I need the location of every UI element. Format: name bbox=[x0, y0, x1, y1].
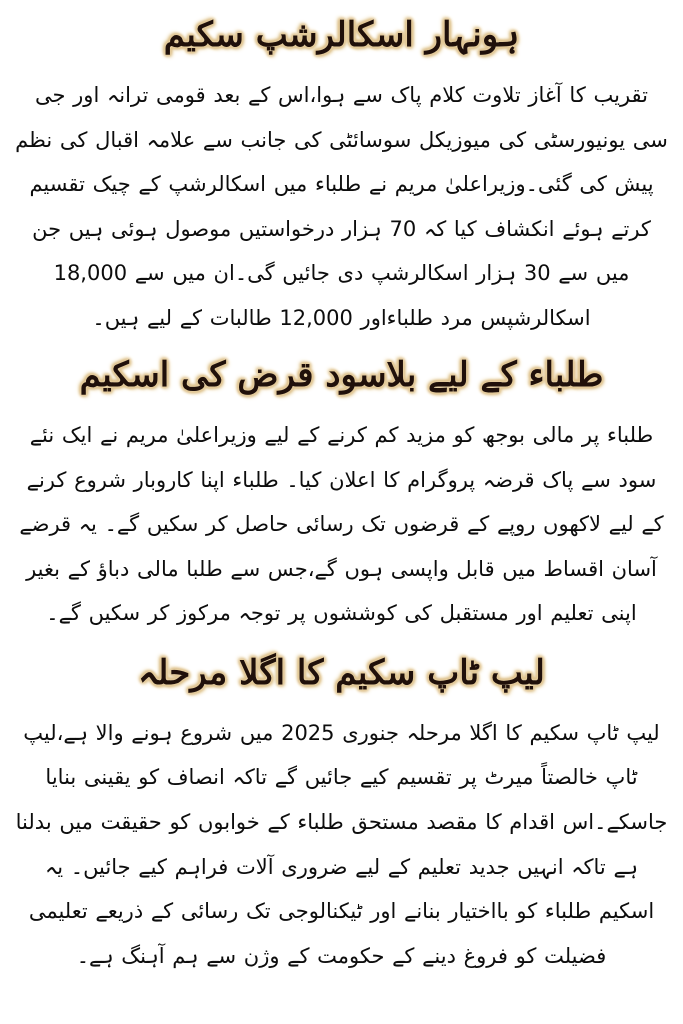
section-paragraph-laptop-scheme: لیپ ٹاپ سکیم کا اگلا مرحلہ جنوری 2025 میں شروع ہونے والا ہے،لیپ ٹاپ خالصتاً میرٹ پر تقسیم کیے جائیں گے تاکہ انصاف کو یقینی بنایا جاسکے۔اس اقدام کا مقصد مستحق طلباء کے خوابوں کو حقیقت میں بدلنا ہے تاکہ انہیں جدید تعلیم کے لیے ضروری آلات فراہم کیے جائیں۔ یہ اسکیم طلباء کو بااختیار بنانے اور ٹیکنالوجی تک رسائی کے ذریعے تعلیمی فضیلت کو فروغ دینے کے حکومت کے وژن سے ہم آہنگ ہے۔ bbox=[15, 720, 668, 968]
section-title-laptop-scheme: لیپ ٹاپ سکیم کا اگلا مرحلہ bbox=[138, 652, 545, 693]
section-paragraph-interest-free-loan: طلباء پر مالی بوجھ کو مزید کم کرنے کے لیے وزیراعلیٰ مریم نے ایک نئے سود سے پاک قرضہ پروگرام کا اعلان کیا۔ طلباء اپنا کاروبار شروع کرنے کے لیے لاکھوں روپے کے قرضوں تک رسائی حاصل کر سکیں گے۔ یہ قرضے آسان اقساط میں قابل واپسی ہوں گے،جس سے طلبا مالی دباؤ کے بغیر اپنی تعلیم اور مستقبل کی کوششوں پر توجہ مرکوز کر سکیں گے۔ bbox=[19, 423, 664, 626]
section-title-interest-free-loan: طلباء کے لیے بلاسود قرض کی اسکیم bbox=[79, 355, 604, 396]
section-laptop-scheme bbox=[14, 642, 669, 978]
section-honhaar-scholarship bbox=[14, 8, 669, 340]
section-interest-free-loan bbox=[14, 346, 669, 636]
section-paragraph-honhaar-scholarship: تقریب کا آغاز تلاوت کلام پاک سے ہوا،اس کے بعد قومی ترانہ اور جی سی یونیورسٹی کی میوزیکل سوسائٹی کی جانب سے علامہ اقبال کی نظم پیش کی گئی۔وزیراعلیٰ مریم نے طلباء میں اسکالرشپ کے چیک تقسیم کرتے ہوئے انکشاف کیا کہ 70 ہزار درخواستیں موصول ہوئی ہیں جن میں سے 30 ہزار اسکالرشپ دی جائیں گی۔ان میں سے 18,000 اسکالرشپس مرد طلباءاور 12,000 طالبات کے لیے ہیں۔ bbox=[15, 83, 668, 330]
section-title-honhaar-scholarship: ہونہار اسکالرشپ سکیم bbox=[163, 15, 520, 55]
